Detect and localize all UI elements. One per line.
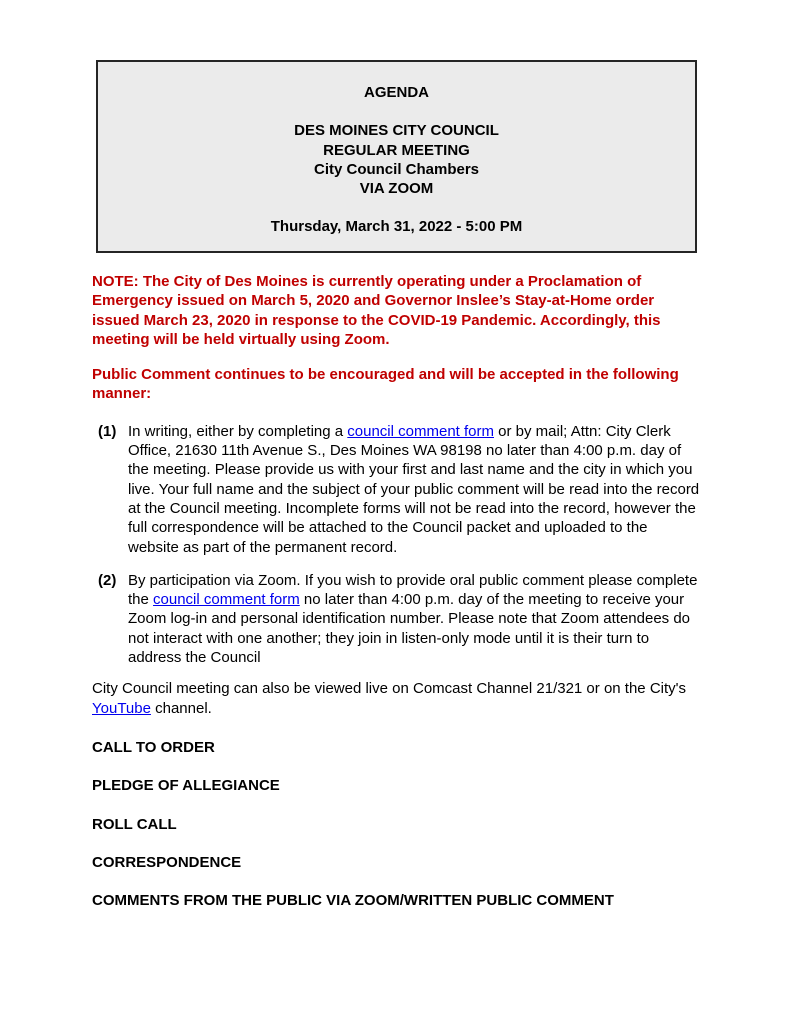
item-2-text-after-link: no later than 4:00 p.m. day of the meeting to receive your Zoom log-in and personal identification number. Please note that Zoom attendees do not interact with one another; they join in listen-only mode until it is their turn to address the Council <box>128 591 691 667</box>
emergency-notice: NOTE: The City of Des Moines is currently operating under a Proclamation of Emergency issued on March 5, 2020 and Governor Inslee’s Stay-at-Home order issued March 23, 2020 in response to the COVID-19 Pandemic. Accordingly, this meeting will be held virtually using Zoom. <box>92 273 661 348</box>
item-2-number: (2) <box>98 571 117 589</box>
meeting-platform: VIA ZOOM <box>359 180 434 198</box>
public-comment-intro: Public Comment continues to be encouraged and will be accepted in the following manner: <box>92 366 679 403</box>
agenda-title: AGENDA <box>363 84 429 101</box>
agenda-heading-pledge-of-allegiance: PLEDGE OF ALLEGIANCE <box>92 777 280 795</box>
comment-method-item-1-text <box>128 422 702 557</box>
meeting-type: REGULAR MEETING <box>323 141 470 159</box>
meeting-location: City Council Chambers <box>313 160 480 178</box>
viewing-info-text-before-link: City Council meeting can also be viewed live on Comcast Channel 21/321 or on the City's <box>92 680 687 698</box>
document-body <box>92 253 702 910</box>
council-comment-form-link-2[interactable]: council comment form <box>153 591 300 609</box>
agenda-heading-roll-call: ROLL CALL <box>92 815 177 833</box>
item-1-text-after-link: or by mail; Attn: City Clerk Office, 21630 11th Avenue S., Des Moines WA 98198 no later than 4:00 p.m. day of the meeting. Please provide us with your first and last name and the city in which you live. Your full name and the subject of your public comment will be read into the record at the Council meeting. Incomplete forms will not be read into the record, however the full correspondence will be attached to the Council packet and uploaded to the website as part of the permanent record. <box>128 422 700 556</box>
council-name: DES MOINES CITY COUNCIL <box>294 122 499 140</box>
comment-method-item-1 <box>92 422 702 557</box>
agenda-heading-call-to-order: CALL TO ORDER <box>92 738 215 756</box>
agenda-heading-public-comments: COMMENTS FROM THE PUBLIC VIA ZOOM/WRITTEN PUBLIC COMMENT <box>92 892 614 910</box>
youtube-link[interactable]: YouTube <box>92 699 151 717</box>
comment-method-item-2-text <box>128 571 702 667</box>
viewing-info-text-after-link: channel. <box>150 699 212 717</box>
item-2-text-before-link: By participation via Zoom. If you wish to provide oral public comment please complete the <box>128 571 698 609</box>
meeting-header-box <box>96 60 697 253</box>
agenda-heading-correspondence: CORRESPONDENCE <box>92 853 242 871</box>
comment-method-item-2 <box>92 571 702 667</box>
viewing-info <box>92 679 702 718</box>
meeting-datetime: Thursday, March 31, 2022 - 5:00 PM <box>270 218 523 236</box>
council-comment-form-link[interactable]: council comment form <box>347 422 494 440</box>
item-1-text-before-link: In writing, either by completing a <box>128 422 348 440</box>
item-1-number: (1) <box>98 422 117 440</box>
